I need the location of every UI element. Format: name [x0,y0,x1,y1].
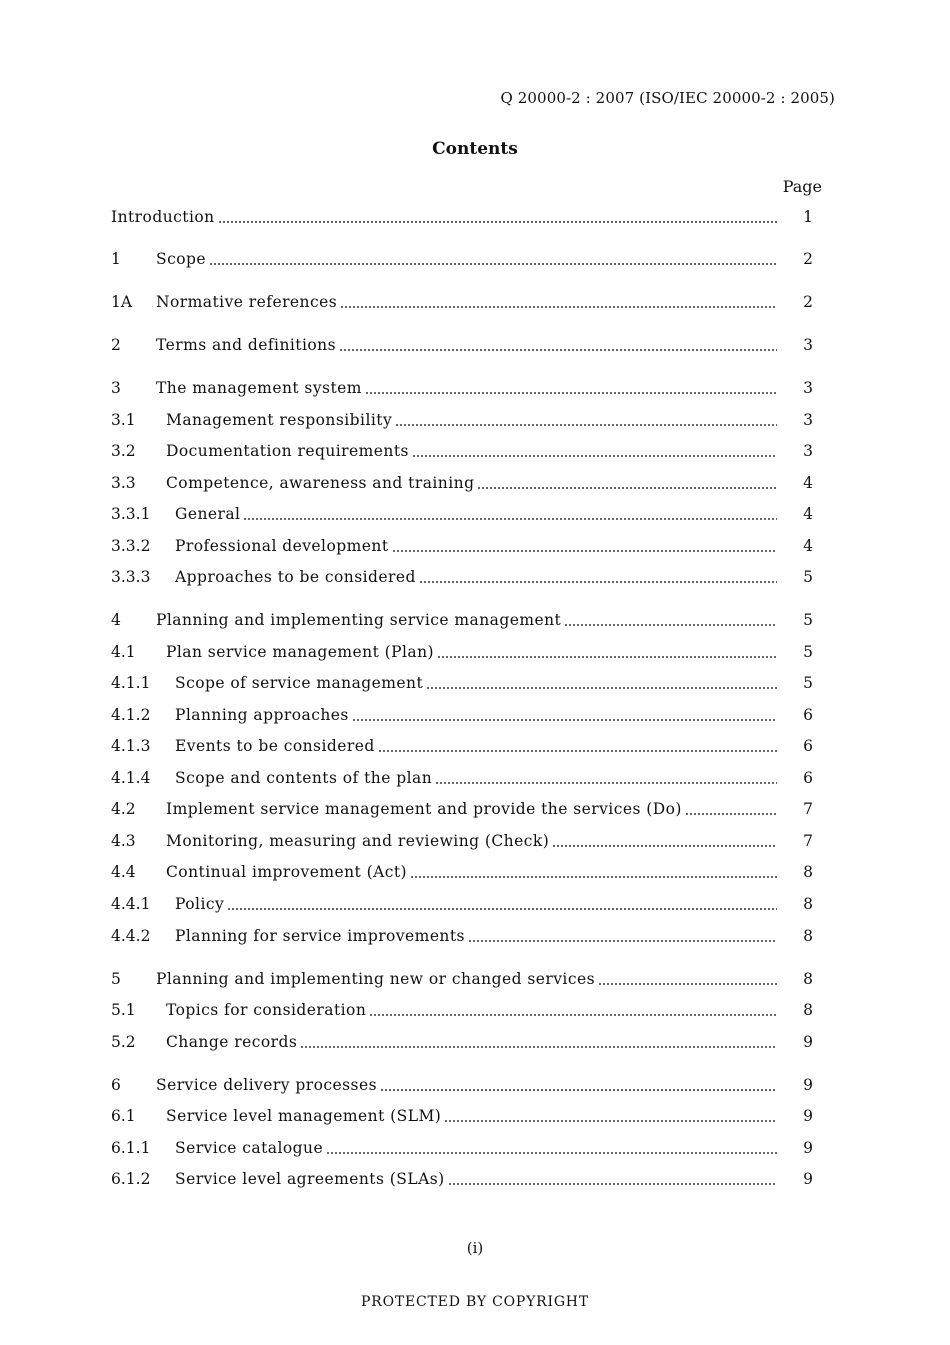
toc-dot-leader [437,656,777,658]
toc-entry[interactable] [111,206,813,228]
toc-dot-leader [378,750,777,752]
toc-entry-title: Planning for service improvements [175,927,465,945]
toc-entry-page: 9 [803,1076,813,1094]
toc-entry-page: 9 [803,1170,813,1188]
toc-entry[interactable] [111,1168,813,1190]
toc-entry[interactable] [111,798,813,820]
toc-entry-page: 1 [803,208,813,226]
toc-entry-number: 2 [111,336,121,354]
toc-entry[interactable] [111,830,813,852]
toc-dot-leader [300,1046,777,1048]
toc-entry-title: Planning and implementing service management [156,611,562,629]
toc-entry-page: 3 [803,379,813,397]
toc-entry[interactable] [111,968,813,990]
toc-entry-number: 1A [111,293,133,311]
toc-entry-page: 7 [803,832,813,850]
toc-entry-number: 4.2 [111,800,136,818]
toc-entry[interactable] [111,704,813,726]
toc-entry-number: 4.1.1 [111,674,151,692]
toc-entry[interactable] [111,641,813,663]
toc-dot-leader [227,908,777,910]
toc-entry-page: 9 [803,1139,813,1157]
toc-entry[interactable] [111,735,813,757]
toc-entry-page: 3 [803,411,813,429]
toc-entry-number: 4.1.2 [111,706,151,724]
toc-entry-title: Normative references [156,293,338,311]
toc-dot-leader [685,813,777,815]
toc-entry-page: 8 [803,1001,813,1019]
toc-entry[interactable] [111,609,813,631]
toc-entry-title: Service level management (SLM) [166,1107,442,1125]
toc-entry[interactable] [111,861,813,883]
toc-entry[interactable] [111,409,813,431]
toc-entry[interactable] [111,999,813,1021]
toc-entry-page: 6 [803,737,813,755]
toc-dot-leader [365,392,777,394]
toc-entry-page: 8 [803,863,813,881]
toc-entry[interactable] [111,1137,813,1159]
toc-entry-title: Terms and definitions [156,336,337,354]
toc-dot-leader [395,424,777,426]
toc-entry-title: Documentation requirements [166,442,409,460]
toc-entry-page: 8 [803,970,813,988]
toc-dot-leader [468,940,777,942]
toc-entry-title: Professional development [175,537,389,555]
toc-entry[interactable] [111,440,813,462]
toc-dot-leader [339,349,777,351]
toc-dot-leader [444,1120,777,1122]
toc-entry[interactable] [111,672,813,694]
toc-dot-leader [412,455,777,457]
toc-entry[interactable] [111,1031,813,1053]
toc-entry-title: Change records [166,1033,298,1051]
toc-entry-title: Planning approaches [175,706,349,724]
toc-entry-number: 1 [111,250,121,268]
toc-dot-leader [426,687,777,689]
toc-entry[interactable] [111,472,813,494]
toc-dot-leader [352,719,777,721]
toc-entry-number: 3.1 [111,411,136,429]
toc-entry[interactable] [111,377,813,399]
toc-entry-number: 4.4.2 [111,927,151,945]
toc-dot-leader [419,581,777,583]
toc-entry-number: 3.3 [111,474,136,492]
toc-entry[interactable] [111,767,813,789]
toc-entry-title: Competence, awareness and training [166,474,475,492]
toc-entry-title: Policy [175,895,225,913]
toc-entry-page: 5 [803,568,813,586]
toc-entry-page: 3 [803,442,813,460]
toc-entry-page: 5 [803,611,813,629]
toc-entry-title: Approaches to be considered [175,568,416,586]
toc-entry-number: 5 [111,970,121,988]
toc-entry[interactable] [111,925,813,947]
toc-entry-page: 5 [803,643,813,661]
toc-entry-number: 4 [111,611,121,629]
toc-entry-page: 2 [803,293,813,311]
toc-entry-number: 6.1.1 [111,1139,151,1157]
toc-dot-leader [209,263,777,265]
toc-entry-number: 6.1.2 [111,1170,151,1188]
toc-entry[interactable] [111,291,813,313]
toc-entry-title: Planning and implementing new or changed services [156,970,595,988]
footer-page-number: (i) [466,1239,484,1257]
toc-dot-leader [477,487,777,489]
toc-entry-title: Service delivery processes [156,1076,377,1094]
toc-entry-number: 4.1.3 [111,737,151,755]
toc-entry-page: 8 [803,895,813,913]
toc-entry-number: 4.1 [111,643,136,661]
toc-dot-leader [340,306,777,308]
toc-entry-page: 6 [803,706,813,724]
toc-entry-title: Management responsibility [166,411,393,429]
toc-dot-leader [410,876,777,878]
toc-entry-number: 4.3 [111,832,136,850]
toc-dot-leader [392,550,777,552]
toc-entry-title: Events to be considered [175,737,375,755]
page-column-label: Page [782,177,822,196]
toc-entry-number: 5.2 [111,1033,136,1051]
toc-dot-leader [369,1014,777,1016]
toc-entry-page: 4 [803,474,813,492]
toc-entry-page: 3 [803,336,813,354]
toc-entry[interactable] [111,334,813,356]
toc-entry[interactable] [111,248,813,270]
toc-dot-leader [564,624,777,626]
toc-entry-number: 3.2 [111,442,136,460]
toc-entry[interactable] [111,503,813,525]
toc-dot-leader [380,1089,777,1091]
toc-entry-page: 6 [803,769,813,787]
footer-copyright: PROTECTED BY COPYRIGHT [361,1294,589,1308]
toc-entry-number: 4.4.1 [111,895,151,913]
toc-entry-title: Monitoring, measuring and reviewing (Check) [166,832,550,850]
toc-entry-page: 5 [803,674,813,692]
toc-entry[interactable] [111,1105,813,1127]
toc-entry-title: Continual improvement (Act) [166,863,408,881]
toc-entry-title: Scope [156,250,206,268]
toc-dot-leader [326,1152,777,1154]
toc-entry-title: Service level agreements (SLAs) [175,1170,445,1188]
toc-entry-page: 9 [803,1107,813,1125]
toc-entry-number: 6.1 [111,1107,136,1125]
toc-entry-title: The management system [156,379,362,397]
toc-entry-title: Scope of service management [175,674,424,692]
toc-dot-leader [435,782,777,784]
toc-entry-page: 4 [803,505,813,523]
toc-dot-leader [243,518,777,520]
contents-heading: Contents [432,139,518,159]
toc-entry-page: 9 [803,1033,813,1051]
toc-entry-number: 3.3.2 [111,537,151,555]
toc-entry-title: Implement service management and provide the services (Do) [166,800,682,818]
toc-entry-title: General [175,505,241,523]
toc-entry[interactable] [111,893,813,915]
toc-entry-title: Service catalogue [175,1139,324,1157]
toc-entry-title: Scope and contents of the plan [175,769,433,787]
toc-entry-number: 4.4 [111,863,136,881]
toc-entry[interactable] [111,566,813,588]
toc-entry[interactable] [111,1074,813,1096]
toc-entry-page: 2 [803,250,813,268]
toc-entry-number: 3 [111,379,121,397]
toc-dot-leader [552,845,777,847]
toc-entry-page: 8 [803,927,813,945]
toc-entry[interactable] [111,535,813,557]
toc-entry-number: 3.3.3 [111,568,151,586]
toc-entry-title: Introduction [111,208,215,226]
toc-entry-number: 5.1 [111,1001,136,1019]
document-reference: Q 20000-2 : 2007 (ISO/IEC 20000-2 : 2005) [500,89,835,107]
toc-entry-title: Plan service management (Plan) [166,643,435,661]
toc-dot-leader [218,221,777,223]
toc-entry-number: 3.3.1 [111,505,151,523]
toc-entry-number: 6 [111,1076,121,1094]
toc-entry-page: 4 [803,537,813,555]
toc-dot-leader [448,1183,777,1185]
toc-entry-number: 4.1.4 [111,769,151,787]
toc-entry-page: 7 [803,800,813,818]
toc-dot-leader [598,983,777,985]
toc-entry-title: Topics for consideration [166,1001,367,1019]
